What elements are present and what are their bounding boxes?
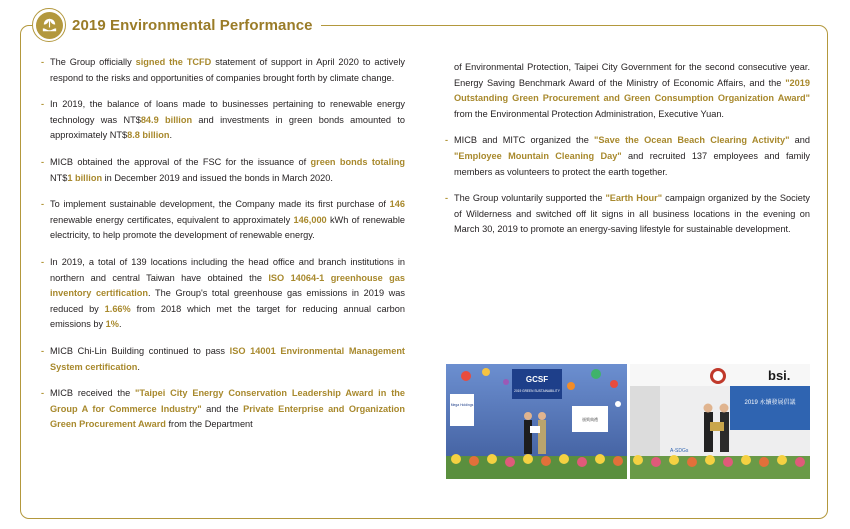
body-text: statement of support in April 2020 to actively respond to the risks and opportunities of companies brought forth by climate change. (50, 57, 405, 83)
body-text: . (137, 361, 140, 372)
highlight-text: 84.9 billion (140, 114, 193, 125)
highlight-text: ISO 14064-1 greenhouse gas inventory certification (50, 272, 406, 299)
bullet-item (444, 191, 810, 238)
body-text: from the Department (165, 419, 253, 430)
bsi-footer-text: A-SDGs (670, 448, 689, 454)
body-text: MICB Chi-Lin Building continued to pass (50, 345, 230, 356)
highlight-text: "Employee Mountain Cleaning Day" (454, 150, 622, 161)
body-text: NT$ (50, 172, 68, 183)
stage-screen-text: 頒獎典禮 (582, 417, 598, 422)
bullet-dash: - (41, 156, 45, 167)
highlight-text: Private Enterprise and Organization Green Procurement Award (50, 403, 406, 430)
body-text: and (789, 135, 810, 146)
bullet-item (40, 255, 405, 333)
body-text: and recruited 137 employees and family members as volunteers to protect the earth together. (454, 150, 810, 177)
body-text: In 2019, a total of 139 locations including the head office and branch institutions in northern and central Taiwan have obtained the (50, 256, 405, 283)
bullet-dash: - (41, 199, 45, 210)
section-emblem (32, 8, 66, 42)
bullet-item (40, 155, 405, 186)
bullet-dash: - (445, 193, 449, 204)
highlight-text: ISO 14001 Environmental Management System certification (50, 345, 405, 372)
highlight-text: "Taipei City Energy Conservation Leadership Award in the Group A for Commerce Industry" (50, 388, 405, 414)
body-text: and the (201, 403, 244, 414)
bullet-item (40, 197, 405, 244)
body-text: The Group voluntarily supported the (454, 193, 606, 204)
stage-banner-subtitle: 2019 GREEN SUSTAINABILITY (514, 389, 560, 393)
bullet-dash: - (41, 256, 45, 267)
body-text: campaign organized by the Society of Wilderness and switched off lit signs in all business locations in the evening on March 30, 2019 to promote an energy-saving lifestyle for sustainable development. (454, 193, 810, 235)
bullet-dash: - (445, 135, 449, 146)
leaf-hand-icon (36, 12, 63, 39)
body-text: kWh of renewable electricity, to help promote the development of renewable energy. (50, 214, 405, 241)
body-text: . The Group's total greenhouse gas emissions in 2019 was reduced by (50, 288, 405, 314)
bsi-banner-text: 2019 永續發展倡議 (744, 400, 796, 406)
highlight-text: "Earth Hour" (605, 193, 663, 204)
bullet-dash: - (41, 99, 45, 110)
highlight-text: 146 (389, 199, 405, 210)
body-text: . (118, 319, 122, 330)
left-column (40, 55, 405, 444)
body-text: MICB received the (50, 388, 136, 399)
body-text: In 2019, the balance of loans made to businesses pertaining to renewable energy technology was NT$ (50, 99, 405, 125)
body-text: MICB obtained the approval of the FSC for the issuance of (50, 156, 311, 167)
section-header (32, 8, 321, 42)
highlight-text: "Save the Ocean Beach Clearing Activity" (594, 135, 790, 146)
bsi-logo-text: bsi. (768, 368, 791, 383)
body-text: from 2018 which met the target for reducing annual carbon emissions by (50, 303, 405, 330)
body-text: from the Environmental Protection Administration, Executive Yuan. (454, 108, 724, 119)
bullet-item (40, 55, 405, 86)
highlight-text: 1 billion (67, 172, 103, 183)
bullet-dash: - (41, 345, 45, 356)
body-text: MICB and MITC organized the (454, 135, 595, 146)
body-text: of Environmental Protection, Taipei City Government for the second consecutive year. Energy Saving Benchmark Award of the Ministry of Economic Affairs, and the (454, 62, 810, 88)
highlight-text: signed the TCFD (135, 57, 212, 67)
award-ceremony-photo (446, 364, 627, 479)
highlight-text: "2019 Outstanding Green Procurement and Green Consumption Organization Award" (454, 77, 810, 104)
highlight-text: 146,000 (293, 214, 327, 225)
body-text: in December 2019 and issued the bonds in March 2020. (102, 172, 333, 183)
bullet-item (40, 97, 405, 144)
bullet-dash: - (41, 388, 45, 399)
body-text: renewable energy certificates, equivalent to approximately (50, 214, 294, 225)
left-sign-text: Mega Holdings (450, 403, 474, 407)
highlight-text: green bonds totaling (310, 156, 405, 167)
bsi-award-photo (630, 364, 810, 479)
highlight-text: 8.8 billion (127, 130, 170, 141)
bullet-item (40, 344, 405, 375)
body-text: To implement sustainable development, the Company made its first purchase of (50, 199, 390, 210)
section-title: 2019 Environmental Performance (72, 16, 313, 34)
continued-paragraph (444, 60, 810, 122)
stage-banner-text: GCSF (525, 375, 549, 384)
right-column (444, 60, 810, 249)
body-text: and investments in green bonds amounted to approximately NT$ (50, 114, 405, 141)
bullet-item (444, 133, 810, 180)
bullet-item (40, 386, 405, 433)
bullet-dash: - (41, 57, 45, 67)
body-text: . (169, 130, 173, 141)
body-text: The Group officially (50, 57, 136, 67)
highlight-text: 1.66% (104, 303, 131, 314)
highlight-text: 1% (105, 319, 119, 330)
